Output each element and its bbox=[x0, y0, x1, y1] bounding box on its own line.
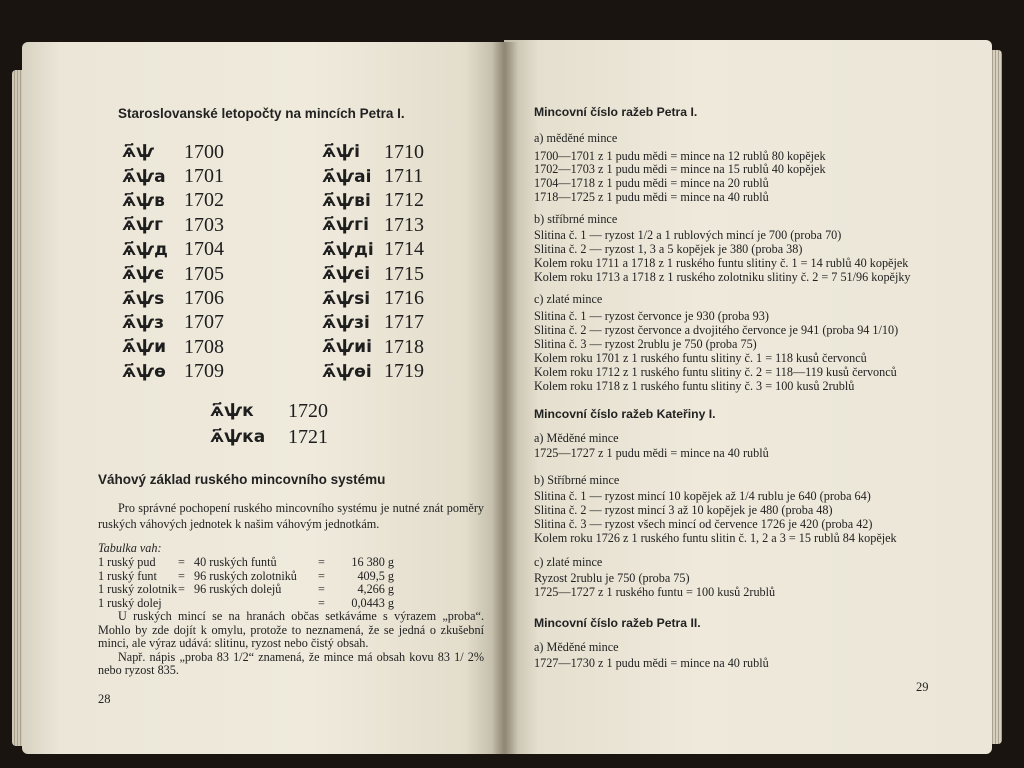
equals-sign: = bbox=[318, 582, 325, 596]
year-row bbox=[322, 189, 424, 213]
year-label: 1720 bbox=[288, 399, 328, 422]
unit-equivalent: 96 ruských dolejů bbox=[194, 582, 282, 596]
unit-name: 1 ruský zolotnik bbox=[98, 582, 178, 596]
year-row bbox=[122, 286, 224, 310]
slavonic-year-glyph: ѧ҃ѱг bbox=[122, 215, 164, 236]
subsection-label: b) stříbrné mince bbox=[534, 212, 618, 226]
year-column-2 bbox=[322, 140, 424, 384]
book-gutter bbox=[492, 42, 518, 754]
text-line: 1718—1725 z 1 pudu mědi = mince na 40 rublů bbox=[534, 190, 769, 204]
year-label: 1721 bbox=[288, 425, 328, 448]
weight-table bbox=[98, 556, 394, 610]
text-line: Slitina č. 2 — ryzost mincí 3 až 10 kopějek je 480 (proba 48) bbox=[534, 503, 833, 517]
text-line: Kolem roku 1712 z 1 ruského funtu slitiny č. 2 = 118—119 kusů červonců bbox=[534, 365, 897, 379]
year-label: 1700 bbox=[184, 140, 224, 163]
year-label: 1703 bbox=[184, 213, 224, 236]
subsection-label: a) měděné mince bbox=[534, 131, 618, 145]
slavonic-year-glyph: ѧ҃ѱаі bbox=[322, 166, 372, 187]
slavonic-year-glyph: ѧ҃ѱє bbox=[122, 264, 165, 285]
slavonic-year-glyph: ѧ҃ѱѕ bbox=[122, 288, 165, 309]
year-label: 1711 bbox=[384, 165, 424, 188]
weight-table-row bbox=[98, 583, 394, 597]
text-line: Slitina č. 3 — ryzost všech mincí od července 1726 je 420 (proba 42) bbox=[534, 517, 873, 531]
year-row bbox=[322, 140, 424, 164]
year-row bbox=[122, 164, 224, 188]
year-row bbox=[122, 311, 224, 335]
weight-table-row bbox=[98, 597, 394, 611]
text-line: 1700—1701 z 1 pudu mědi = mince na 12 rublů 80 kopějek bbox=[534, 149, 826, 163]
subsection-label: c) zlaté mince bbox=[534, 555, 603, 569]
text-line: Slitina č. 1 — ryzost 1/2 a 1 rublových mincí je 700 (proba 70) bbox=[534, 228, 842, 242]
year-label: 1719 bbox=[384, 360, 424, 383]
slavonic-year-glyph: ѧ҃ѱѳ bbox=[122, 361, 166, 382]
metric-value: 409,5 g bbox=[357, 568, 394, 583]
slavonic-year-glyph: ѧ҃ѱиі bbox=[322, 337, 372, 358]
text-line: 1704—1718 z 1 pudu mědi = mince na 20 rublů bbox=[534, 176, 769, 190]
unit-equivalent: 40 ruských funtů bbox=[194, 555, 277, 569]
slavonic-year-glyph: ѧ҃ѱєі bbox=[322, 264, 371, 285]
text-line: Kolem roku 1726 z 1 ruského funtu slitin č. 1, 2 a 3 = 15 rublů 84 kopějek bbox=[534, 531, 897, 545]
proba-paragraph bbox=[98, 610, 484, 678]
year-label: 1715 bbox=[384, 262, 424, 285]
slavonic-year-glyph: ѧ҃ѱв bbox=[122, 190, 165, 211]
year-row bbox=[122, 360, 224, 384]
unit-name: 1 ruský pud bbox=[98, 555, 156, 569]
text-line: 1725—1727 z 1 ruského funtu = 100 kusů 2rublů bbox=[534, 585, 776, 599]
slavonic-year-glyph: ѧ҃ѱі bbox=[322, 142, 361, 163]
slavonic-year-glyph: ѧ҃ѱві bbox=[322, 190, 371, 211]
subsection-label: a) Měděné mince bbox=[534, 640, 619, 654]
year-label: 1714 bbox=[384, 238, 424, 261]
slavonic-year-glyph: ѧ҃ѱзі bbox=[322, 312, 370, 333]
equals-sign: = bbox=[318, 555, 325, 569]
weight-table-row bbox=[98, 556, 394, 570]
equals-sign: = bbox=[178, 568, 185, 583]
slavonic-year-glyph: ѧ҃ѱа bbox=[122, 166, 166, 187]
metric-value: 0,0443 g bbox=[351, 595, 394, 610]
year-label: 1710 bbox=[384, 140, 424, 163]
year-label: 1716 bbox=[384, 287, 424, 310]
text-line: Kolem roku 1713 a 1718 z 1 ruského zolotniku slitiny č. 2 = 7 51/96 kopějky bbox=[534, 270, 911, 284]
weight-table-row bbox=[98, 570, 394, 584]
year-row bbox=[322, 164, 424, 188]
text-line: Ryzost 2rublu je 750 (proba 75) bbox=[534, 571, 690, 585]
weight-table-title: Tabulka vah: bbox=[98, 541, 162, 555]
slavonic-year-glyph: ѧ҃ѱка bbox=[210, 427, 266, 447]
text-line: Slitina č. 3 — ryzost 2rublu je 750 (proba 75) bbox=[534, 337, 757, 351]
equals-sign bbox=[178, 597, 194, 611]
year-row bbox=[322, 335, 424, 359]
year-label: 1705 bbox=[184, 262, 224, 285]
year-row bbox=[210, 424, 328, 450]
unit-equivalent: 96 ruských zolotniků bbox=[194, 568, 297, 583]
unit-name: 1 ruský dolej bbox=[98, 595, 162, 610]
subsection-label: a) Měděné mince bbox=[534, 431, 619, 445]
year-label: 1713 bbox=[384, 213, 424, 236]
page-number-left: 28 bbox=[98, 692, 111, 706]
slavonic-year-glyph: ѧ҃ѱи bbox=[122, 337, 167, 358]
equals-sign: = bbox=[178, 582, 185, 596]
slavonic-year-glyph: ѧ҃ѱді bbox=[322, 239, 374, 260]
subsection-label: b) Stříbrné mince bbox=[534, 473, 620, 487]
text-line: Kolem roku 1701 z 1 ruského funtu slitiny č. 1 = 118 kusů červonců bbox=[534, 351, 867, 365]
year-label: 1717 bbox=[384, 311, 424, 334]
slavonic-year-glyph: ѧ҃ѱгі bbox=[322, 215, 369, 236]
proba-example-text: Např. nápis „proba 83 1/2“ znamená, že mince má obsah kovu 83 1/ 2% nebo ryzost 835. bbox=[98, 649, 484, 678]
year-row bbox=[322, 286, 424, 310]
text-line: Slitina č. 2 — ryzost červonce a dvojitého červonce je 941 (proba 94 1/10) bbox=[534, 323, 899, 337]
year-row bbox=[122, 189, 224, 213]
year-label: 1704 bbox=[184, 238, 224, 261]
proba-paragraph-text: U ruských mincí se na hranách občas setkáváme s výrazem „proba“. Mohlo by zde dojít k omylu, protože to neznamená, že se jedná o zkušební minci, ale výraz udává: slitinu, ryzost nebo čistý obsah. bbox=[98, 609, 484, 651]
slavonic-year-glyph: ѧ҃ѱд bbox=[122, 239, 168, 260]
text-line: Slitina č. 1 — ryzost červonce je 930 (proba 93) bbox=[534, 309, 769, 323]
year-label: 1707 bbox=[184, 311, 224, 334]
year-row bbox=[122, 262, 224, 286]
unit-name: 1 ruský funt bbox=[98, 568, 157, 583]
year-row bbox=[322, 311, 424, 335]
slavonic-year-glyph: ѧ҃ѱ bbox=[122, 142, 155, 163]
section-heading: Mincovní číslo ražeb Kateřiny I. bbox=[534, 407, 716, 421]
section-heading: Mincovní číslo ražeb Petra II. bbox=[534, 616, 701, 630]
left-page-title: Staroslovanské letopočty na mincích Petra I. bbox=[118, 106, 405, 121]
section-heading: Mincovní číslo ražeb Petra I. bbox=[534, 105, 698, 119]
equals-sign: = bbox=[318, 568, 325, 583]
year-label: 1718 bbox=[384, 335, 424, 358]
text-line: 1725—1727 z 1 pudu mědi = mince na 40 rublů bbox=[534, 446, 769, 460]
text-line: Slitina č. 2 — ryzost 1, 3 a 5 kopějek je 380 (proba 38) bbox=[534, 242, 803, 256]
page-number-right: 29 bbox=[916, 680, 929, 694]
year-column-1 bbox=[122, 140, 224, 384]
year-row bbox=[322, 262, 424, 286]
text-line: Kolem roku 1711 a 1718 z 1 ruského funtu slitiny č. 1 = 14 rublů 40 kopějek bbox=[534, 256, 909, 270]
equals-sign: = bbox=[178, 555, 185, 569]
metric-value: 16 380 g bbox=[351, 555, 394, 569]
subsection-label: c) zlaté mince bbox=[534, 292, 603, 306]
year-row bbox=[122, 238, 224, 262]
year-column-extra bbox=[210, 398, 328, 450]
year-label: 1709 bbox=[184, 360, 224, 383]
year-row bbox=[322, 238, 424, 262]
slavonic-year-glyph: ѧ҃ѱк bbox=[210, 401, 254, 421]
text-line: 1702—1703 z 1 pudu mědi = mince na 15 rublů 40 kopějek bbox=[534, 162, 826, 176]
slavonic-year-glyph: ѧ҃ѱѕі bbox=[322, 288, 371, 309]
equals-sign: = bbox=[318, 595, 325, 610]
year-row bbox=[122, 140, 224, 164]
year-row bbox=[122, 213, 224, 237]
year-label: 1712 bbox=[384, 189, 424, 212]
year-label: 1706 bbox=[184, 287, 224, 310]
slavonic-year-glyph: ѧ҃ѱз bbox=[122, 312, 165, 333]
text-line: 1727—1730 z 1 pudu mědi = mince na 40 rublů bbox=[534, 656, 769, 670]
text-line: Slitina č. 1 — ryzost mincí 10 kopějek až 1/4 rublu je 640 (proba 64) bbox=[534, 489, 871, 503]
year-row bbox=[322, 360, 424, 384]
year-label: 1708 bbox=[184, 335, 224, 358]
slavonic-year-glyph: ѧ҃ѱѳі bbox=[322, 361, 372, 382]
weight-intro-paragraph: Pro správné pochopení ruského mincovního systému je nutné znát poměry ruských váhových jednotek k našim váhovým jednotkám. bbox=[98, 501, 484, 531]
metric-value: 4,266 g bbox=[357, 582, 394, 596]
weight-section-heading: Váhový základ ruského mincovního systému bbox=[98, 472, 386, 487]
year-label: 1702 bbox=[184, 189, 224, 212]
year-label: 1701 bbox=[184, 165, 224, 188]
unit-equivalent bbox=[194, 597, 318, 611]
year-row bbox=[322, 213, 424, 237]
year-row bbox=[122, 335, 224, 359]
year-row bbox=[210, 398, 328, 424]
text-line: Kolem roku 1718 z 1 ruského funtu slitiny č. 3 = 100 kusů 2rublů bbox=[534, 379, 855, 393]
